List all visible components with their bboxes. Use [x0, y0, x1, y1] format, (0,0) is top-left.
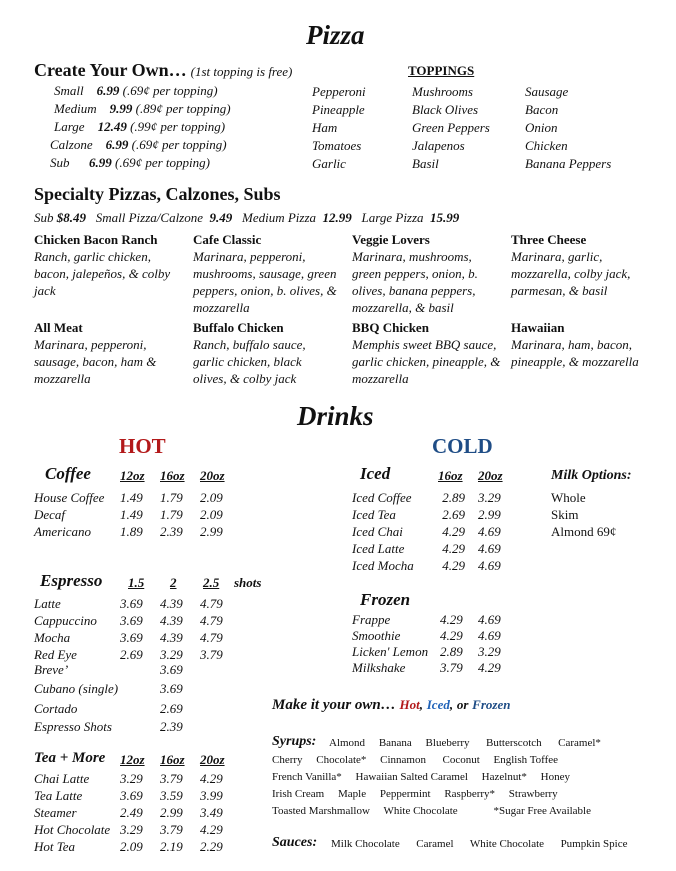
drink-name: Iced Mocha	[352, 558, 414, 573]
shots-label: shots	[234, 575, 262, 590]
make-own-iced: Iced	[426, 697, 450, 712]
topping-item: Sausage	[525, 84, 569, 99]
col-header: 12oz	[120, 752, 145, 767]
price: 2.09	[200, 507, 223, 522]
comma: ,	[419, 697, 423, 712]
drink-name: Licken' Lemon	[352, 644, 429, 659]
price: 2.39	[160, 524, 183, 539]
comma: ,	[449, 697, 454, 712]
price: 4.69	[478, 612, 501, 627]
price: 2.99	[160, 805, 183, 820]
milk-options	[551, 489, 616, 540]
sauce-item: Caramel	[416, 838, 454, 850]
size-row	[54, 119, 225, 135]
price: 3.79	[440, 660, 463, 675]
drink-name: Chai Latte	[34, 771, 90, 786]
col-header: 2.5	[203, 575, 220, 590]
create-your-own-heading	[34, 60, 292, 81]
topping-item: Ham	[312, 120, 338, 135]
sauce-item: White Chocolate	[469, 838, 545, 850]
topping-item: Green Peppers	[412, 120, 490, 135]
specialty-desc: Marinara, garlic, mozzarella, colby jack, parmesan, & basil	[511, 249, 631, 298]
topping-item: Jalapenos	[412, 138, 465, 153]
syrup-item: Hawaiian Salted Caramel	[355, 771, 468, 783]
price: 4.29	[442, 524, 465, 539]
size-price: 6.99	[89, 155, 112, 170]
specialty-name: Chicken Bacon Ranch	[34, 232, 158, 247]
topping-item: Garlic	[312, 156, 346, 171]
specialty-item	[34, 232, 189, 299]
topping-item: Banana Peppers	[525, 156, 612, 171]
drink-name: Iced Coffee	[352, 490, 412, 505]
price-label: Small Pizza/Calzone	[95, 210, 204, 225]
col-header: 20oz	[478, 468, 503, 483]
specialty-desc: Marinara, mushrooms, green peppers, onion, b. olives, banana peppers, mozzarella, & basil	[352, 249, 478, 315]
topping-item: Pepperoni	[312, 84, 366, 99]
price: 2.99	[200, 524, 223, 539]
price: 4.39	[160, 596, 183, 611]
drink-name: Iced Latte	[352, 541, 405, 556]
size-per: (.99¢ per topping)	[130, 119, 226, 134]
drink-name: Red Eye	[34, 647, 77, 662]
syrup-item: French Vanilla*	[272, 771, 342, 783]
syrup-item: Maple	[337, 788, 367, 800]
frozen-heading: Frozen	[360, 590, 411, 609]
size-price: 12.49	[97, 119, 127, 134]
price: 1.79	[160, 507, 183, 522]
espresso-heading: Espresso	[40, 571, 103, 590]
price: 3.29	[478, 644, 501, 659]
price: 3.29	[120, 771, 143, 786]
specialty-item	[511, 232, 641, 299]
iced-prices-20	[478, 489, 501, 574]
topping-item: Bacon	[525, 102, 559, 117]
iced-heading: Iced	[360, 464, 391, 483]
price: 3.79	[160, 822, 183, 837]
drink-name: Americano	[34, 524, 92, 539]
size-name: Small	[54, 83, 84, 98]
price: 1.49	[120, 507, 143, 522]
topping-item: Onion	[525, 120, 558, 135]
drink-name: Iced Tea	[352, 507, 396, 522]
syrup-line	[272, 805, 591, 817]
specialty-name: Cafe Classic	[193, 232, 262, 247]
size-price: 6.99	[96, 83, 120, 98]
syrup-line	[272, 771, 570, 783]
drink-name: Hot Chocolate	[34, 822, 111, 837]
size-price: 9.99	[109, 101, 133, 116]
milk-heading: Milk Options:	[551, 468, 632, 483]
create-note: (1st topping is free)	[190, 64, 293, 79]
espresso-prices-3	[200, 595, 223, 663]
price: 4.69	[478, 541, 501, 556]
specialty-item	[352, 320, 507, 387]
syrup-item: White Chocolate	[383, 805, 458, 817]
drink-name: Mocha	[34, 630, 71, 645]
size-price: 6.99	[105, 137, 129, 152]
make-own-frozen: Frozen	[472, 697, 511, 712]
drink-name: Smoothie	[352, 628, 401, 643]
syrups-label: Syrups:	[272, 734, 317, 749]
syrup-item: Peppermint	[379, 788, 431, 800]
price: 3.69	[120, 788, 143, 803]
size-row	[50, 137, 227, 153]
specialty-desc: Marinara, ham, bacon, pineapple, & mozzarella	[511, 337, 639, 369]
syrup-item: Chocolate*	[316, 754, 367, 766]
syrup-item: Hazelnut*	[481, 771, 527, 783]
price: 3.49	[200, 805, 223, 820]
price-label: Medium Pizza	[242, 210, 317, 225]
drink-name: Frappe	[352, 612, 391, 627]
price: 2.69	[120, 647, 143, 662]
drink-name: Steamer	[34, 805, 77, 820]
sauces-label: Sauces:	[272, 835, 318, 850]
price: 4.39	[160, 613, 183, 628]
price: 4.29	[442, 541, 465, 556]
price: 1.79	[160, 490, 183, 505]
toppings-heading: TOPPINGS	[408, 63, 475, 78]
toppings-column	[412, 83, 490, 173]
espresso-prices-2	[160, 595, 183, 663]
specialty-item	[34, 320, 164, 387]
specialty-item	[193, 320, 323, 387]
size-name: Large	[54, 119, 85, 134]
specialty-desc: Marinara, pepperoni, mushrooms, sausage, green peppers, onion, b. olives, & mozzarella	[193, 249, 337, 315]
price: 2.49	[120, 805, 143, 820]
specialty-item	[193, 232, 348, 316]
price: 1.49	[120, 490, 143, 505]
syrup-item: Banana	[378, 737, 412, 749]
price: 4.79	[200, 613, 223, 628]
price: 4.69	[478, 524, 501, 539]
syrup-item: Strawberry	[508, 788, 558, 800]
price: 3.29	[160, 647, 183, 662]
price: 3.69	[120, 613, 143, 628]
specialty-item	[511, 320, 666, 370]
make-own-line	[272, 697, 510, 714]
price: 2.09	[200, 490, 223, 505]
coffee-prices-12	[120, 489, 143, 540]
price-value: 12.99	[322, 210, 352, 225]
price: 4.29	[442, 558, 465, 573]
specialty-heading: Specialty Pizzas, Calzones, Subs	[34, 184, 281, 204]
price: 3.69	[160, 662, 183, 677]
size-row	[50, 155, 210, 171]
price: 2.29	[200, 839, 223, 854]
price: 4.29	[440, 628, 463, 643]
topping-item: Mushrooms	[412, 84, 473, 99]
milk-option: Skim	[551, 507, 579, 522]
price: 3.69	[120, 596, 143, 611]
price-label: Sub	[34, 210, 54, 225]
specialty-name: Hawaiian	[511, 320, 565, 335]
price: 3.69	[120, 630, 143, 645]
specialty-desc: Marinara, pepperoni, sausage, bacon, ham & mozzarella	[34, 337, 157, 386]
syrup-item: Cherry	[272, 754, 303, 766]
price: 4.29	[200, 822, 223, 837]
iced-names	[352, 489, 414, 574]
price: 2.89	[442, 490, 465, 505]
hot-heading: HOT	[119, 434, 166, 458]
price: 2.69	[160, 701, 183, 716]
milk-option: Whole	[551, 490, 586, 505]
syrup-item: Cinnamon	[380, 754, 426, 766]
syrup-item: Caramel*	[558, 737, 601, 749]
syrup-item: Toasted Marshmallow	[272, 805, 370, 817]
col-header: 20oz	[200, 468, 225, 483]
size-per: (.89¢ per topping)	[135, 101, 231, 116]
drink-name: Iced Chai	[352, 524, 403, 539]
specialty-name: All Meat	[34, 320, 83, 335]
tea-names	[34, 770, 110, 855]
topping-item: Tomatoes	[312, 138, 362, 153]
sauce-item: Pumpkin Spice	[560, 838, 628, 850]
price: 2.99	[478, 507, 501, 522]
size-per: (.69¢ per topping)	[131, 137, 227, 152]
syrup-item: Coconut	[442, 754, 480, 766]
iced-prices-16	[438, 489, 465, 574]
price: 3.59	[160, 788, 183, 803]
frozen-prices-20	[478, 612, 501, 676]
coffee-heading: Coffee	[45, 464, 91, 483]
drink-name: Tea Latte	[34, 788, 83, 803]
col-header: 16oz	[160, 752, 185, 767]
make-own-lead: Make it your own…	[272, 697, 396, 713]
price: 4.69	[478, 628, 501, 643]
syrup-item: English Toffee	[493, 754, 559, 766]
col-header: 16oz	[438, 468, 463, 483]
price: 4.29	[440, 612, 463, 627]
toppings-column	[312, 83, 366, 173]
price-value: 15.99	[430, 210, 460, 225]
make-own-or: or	[456, 697, 469, 712]
price: 4.29	[200, 771, 223, 786]
drink-name: Hot Tea	[34, 839, 76, 854]
specialty-name: Three Cheese	[511, 232, 587, 247]
topping-item: Chicken	[525, 138, 568, 153]
drink-name: Latte	[34, 596, 61, 611]
col-header: 16oz	[160, 468, 185, 483]
sauce-line	[331, 838, 627, 850]
topping-item: Pineapple	[312, 102, 365, 117]
price: 4.79	[200, 596, 223, 611]
syrup-line	[329, 737, 601, 749]
specialty-prices	[34, 210, 459, 226]
specialty-desc: Memphis sweet BBQ sauce, garlic chicken, pineapple, & mozzarella	[352, 337, 501, 386]
price: 3.99	[200, 788, 223, 803]
specialty-name: Buffalo Chicken	[193, 320, 284, 335]
size-row	[54, 101, 231, 117]
col-header: 12oz	[120, 468, 145, 483]
price: 3.69	[160, 681, 183, 696]
pizza-title: Pizza	[306, 20, 365, 50]
drink-name: House Coffee	[34, 490, 105, 505]
make-own-hot: Hot	[399, 697, 420, 712]
drink-name: Espresso Shots	[34, 719, 112, 734]
create-heading-text: Create Your Own…	[34, 60, 187, 80]
syrup-item: Irish Cream	[272, 788, 325, 800]
topping-item: Black Olives	[412, 102, 479, 117]
price-value: $8.49	[56, 210, 86, 225]
coffee-prices-20	[200, 489, 223, 540]
drink-name: Milkshake	[352, 660, 406, 675]
size-name: Sub	[50, 155, 70, 170]
specialty-item	[352, 232, 502, 316]
syrup-item: Raspberry*	[444, 788, 496, 800]
cold-heading: COLD	[432, 434, 493, 458]
price: 2.69	[442, 507, 465, 522]
price: 3.29	[478, 490, 501, 505]
tea-prices-20	[200, 770, 223, 855]
topping-item: Basil	[412, 156, 439, 171]
sauce-item: Milk Chocolate	[331, 838, 400, 850]
price: 3.79	[200, 647, 223, 662]
espresso-names	[34, 595, 97, 663]
syrup-line	[272, 754, 558, 766]
milk-option: Almond 69¢	[551, 524, 617, 539]
frozen-prices-16	[440, 612, 463, 676]
drink-name: Cubano (single)	[34, 681, 119, 696]
coffee-prices-16	[160, 489, 183, 540]
price: 2.39	[160, 719, 183, 734]
price: 2.09	[120, 839, 143, 854]
syrup-item: Blueberry	[425, 737, 470, 749]
toppings-column	[525, 83, 611, 173]
size-per: (.69¢ per topping)	[115, 155, 210, 170]
drink-name: Decaf	[34, 507, 66, 522]
drink-name: Breve’	[34, 662, 69, 677]
drinks-title: Drinks	[297, 401, 374, 431]
espresso-prices-1	[120, 595, 143, 663]
price: 1.89	[120, 524, 143, 539]
col-header: 20oz	[200, 752, 225, 767]
price: 4.69	[478, 558, 501, 573]
price: 2.89	[440, 644, 463, 659]
sugar-free-note: *Sugar Free Available	[493, 805, 591, 817]
specialty-name: BBQ Chicken	[352, 320, 429, 335]
frozen-names	[352, 612, 428, 676]
specialty-desc: Ranch, garlic chicken, bacon, jalepeños, & colby jack	[34, 249, 171, 298]
price: 3.79	[160, 771, 183, 786]
price: 3.29	[120, 822, 143, 837]
price: 4.29	[478, 660, 501, 675]
price: 4.79	[200, 630, 223, 645]
syrup-item: Butterscotch	[486, 737, 542, 749]
price: 4.39	[160, 630, 183, 645]
size-name: Medium	[54, 101, 97, 116]
price-label: Large Pizza	[361, 210, 424, 225]
tea-prices-12	[120, 770, 143, 855]
price-value: 9.49	[209, 210, 233, 225]
drink-name: Cappuccino	[34, 613, 97, 628]
col-header: 2	[170, 575, 177, 590]
drink-name: Cortado	[34, 701, 78, 716]
coffee-names	[34, 489, 104, 540]
specialty-name: Veggie Lovers	[352, 232, 430, 247]
col-header: 1.5	[128, 575, 145, 590]
size-per: (.69¢ per topping)	[122, 83, 218, 98]
size-name: Calzone	[50, 137, 93, 152]
specialty-desc: Ranch, buffalo sauce, garlic chicken, black olives, & colby jack	[193, 337, 306, 386]
price: 2.19	[160, 839, 183, 854]
syrup-item: Honey	[540, 771, 570, 783]
syrup-item: Almond	[329, 737, 366, 749]
syrup-line	[272, 788, 558, 800]
tea-heading: Tea + More	[34, 750, 106, 766]
size-row	[54, 83, 218, 99]
tea-prices-16	[160, 770, 183, 855]
